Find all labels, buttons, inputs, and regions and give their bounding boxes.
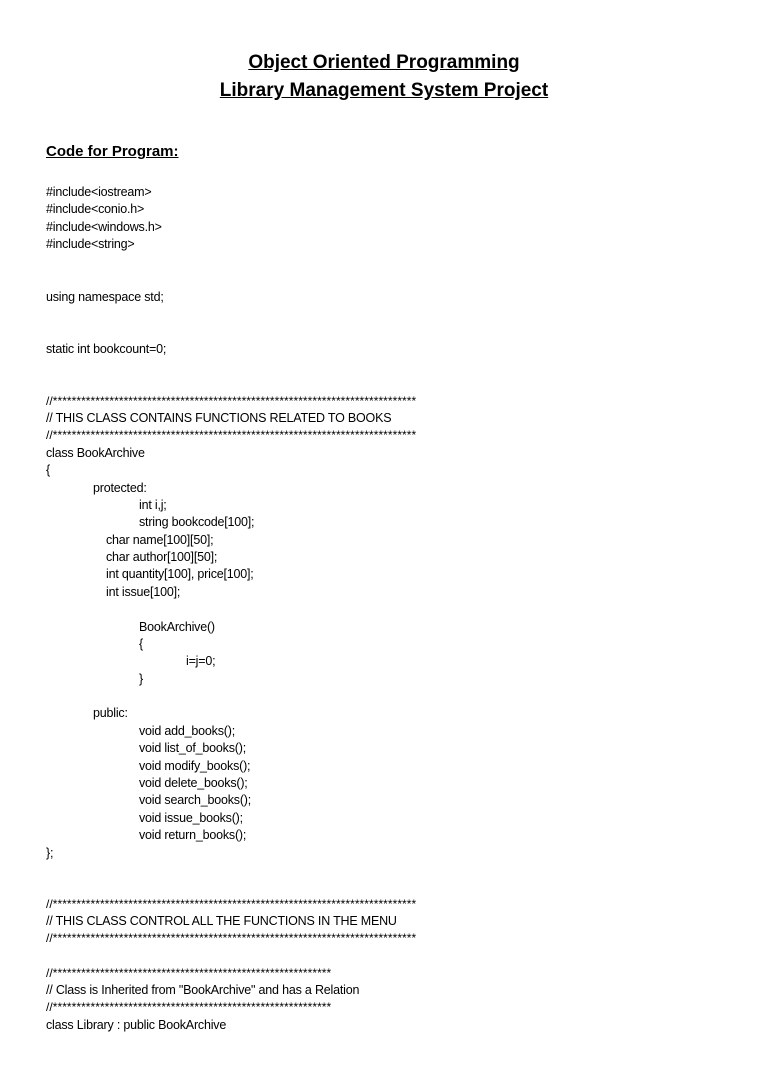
code-line: void delete_books();	[139, 776, 248, 790]
code-line: class BookArchive	[46, 446, 145, 460]
code-line: BookArchive()	[139, 620, 215, 634]
code-line: {	[46, 463, 50, 477]
code-line: void issue_books();	[139, 811, 243, 825]
code-line: char author[100][50];	[106, 550, 218, 564]
code-line: protected:	[93, 481, 147, 495]
code-line: public:	[93, 706, 128, 720]
code-line: void add_books();	[139, 724, 235, 738]
code-line: string bookcode[100];	[139, 515, 255, 529]
code-line: int issue[100];	[106, 585, 181, 599]
code-line: class Library : public BookArchive	[46, 1018, 227, 1032]
code-line: void return_books();	[139, 828, 247, 842]
code-line: char name[100][50];	[106, 533, 214, 547]
document-subtitle: Library Management System Project	[219, 80, 549, 101]
comment-separator: //***********************************************************	[46, 1000, 332, 1014]
code-line: #include<conio.h>	[46, 202, 145, 216]
code-line: void modify_books();	[139, 759, 251, 773]
comment-separator: //*****************************************************************************	[46, 897, 417, 911]
document-title: Object Oriented Programming	[248, 52, 520, 73]
comment-line: // THIS CLASS CONTAINS FUNCTIONS RELATED TO BOOKS	[46, 411, 392, 425]
code-line: int quantity[100], price[100];	[106, 567, 254, 581]
code-line: #include<string>	[46, 237, 135, 251]
comment-separator: //***********************************************************	[46, 966, 332, 980]
comment-separator: //*****************************************************************************	[46, 394, 417, 408]
comment-separator: //*****************************************************************************	[46, 428, 417, 442]
code-line: };	[46, 846, 54, 860]
comment-separator: //*****************************************************************************	[46, 931, 417, 945]
code-line: void search_books();	[139, 793, 252, 807]
comment-line: // Class is Inherited from "BookArchive" and has a Relation	[46, 983, 360, 997]
code-line: using namespace std;	[46, 290, 164, 304]
code-line: i=j=0;	[186, 654, 216, 668]
code-line: #include<windows.h>	[46, 220, 162, 234]
code-line: void list_of_books();	[139, 741, 246, 755]
code-line: {	[139, 637, 143, 651]
code-line: }	[139, 672, 143, 686]
code-line: int i,j;	[139, 498, 167, 512]
code-line: static int bookcount=0;	[46, 342, 167, 356]
section-heading: Code for Program:	[46, 143, 179, 160]
code-line: #include<iostream>	[46, 185, 152, 199]
comment-line: // THIS CLASS CONTROL ALL THE FUNCTIONS IN THE MENU	[46, 914, 397, 928]
